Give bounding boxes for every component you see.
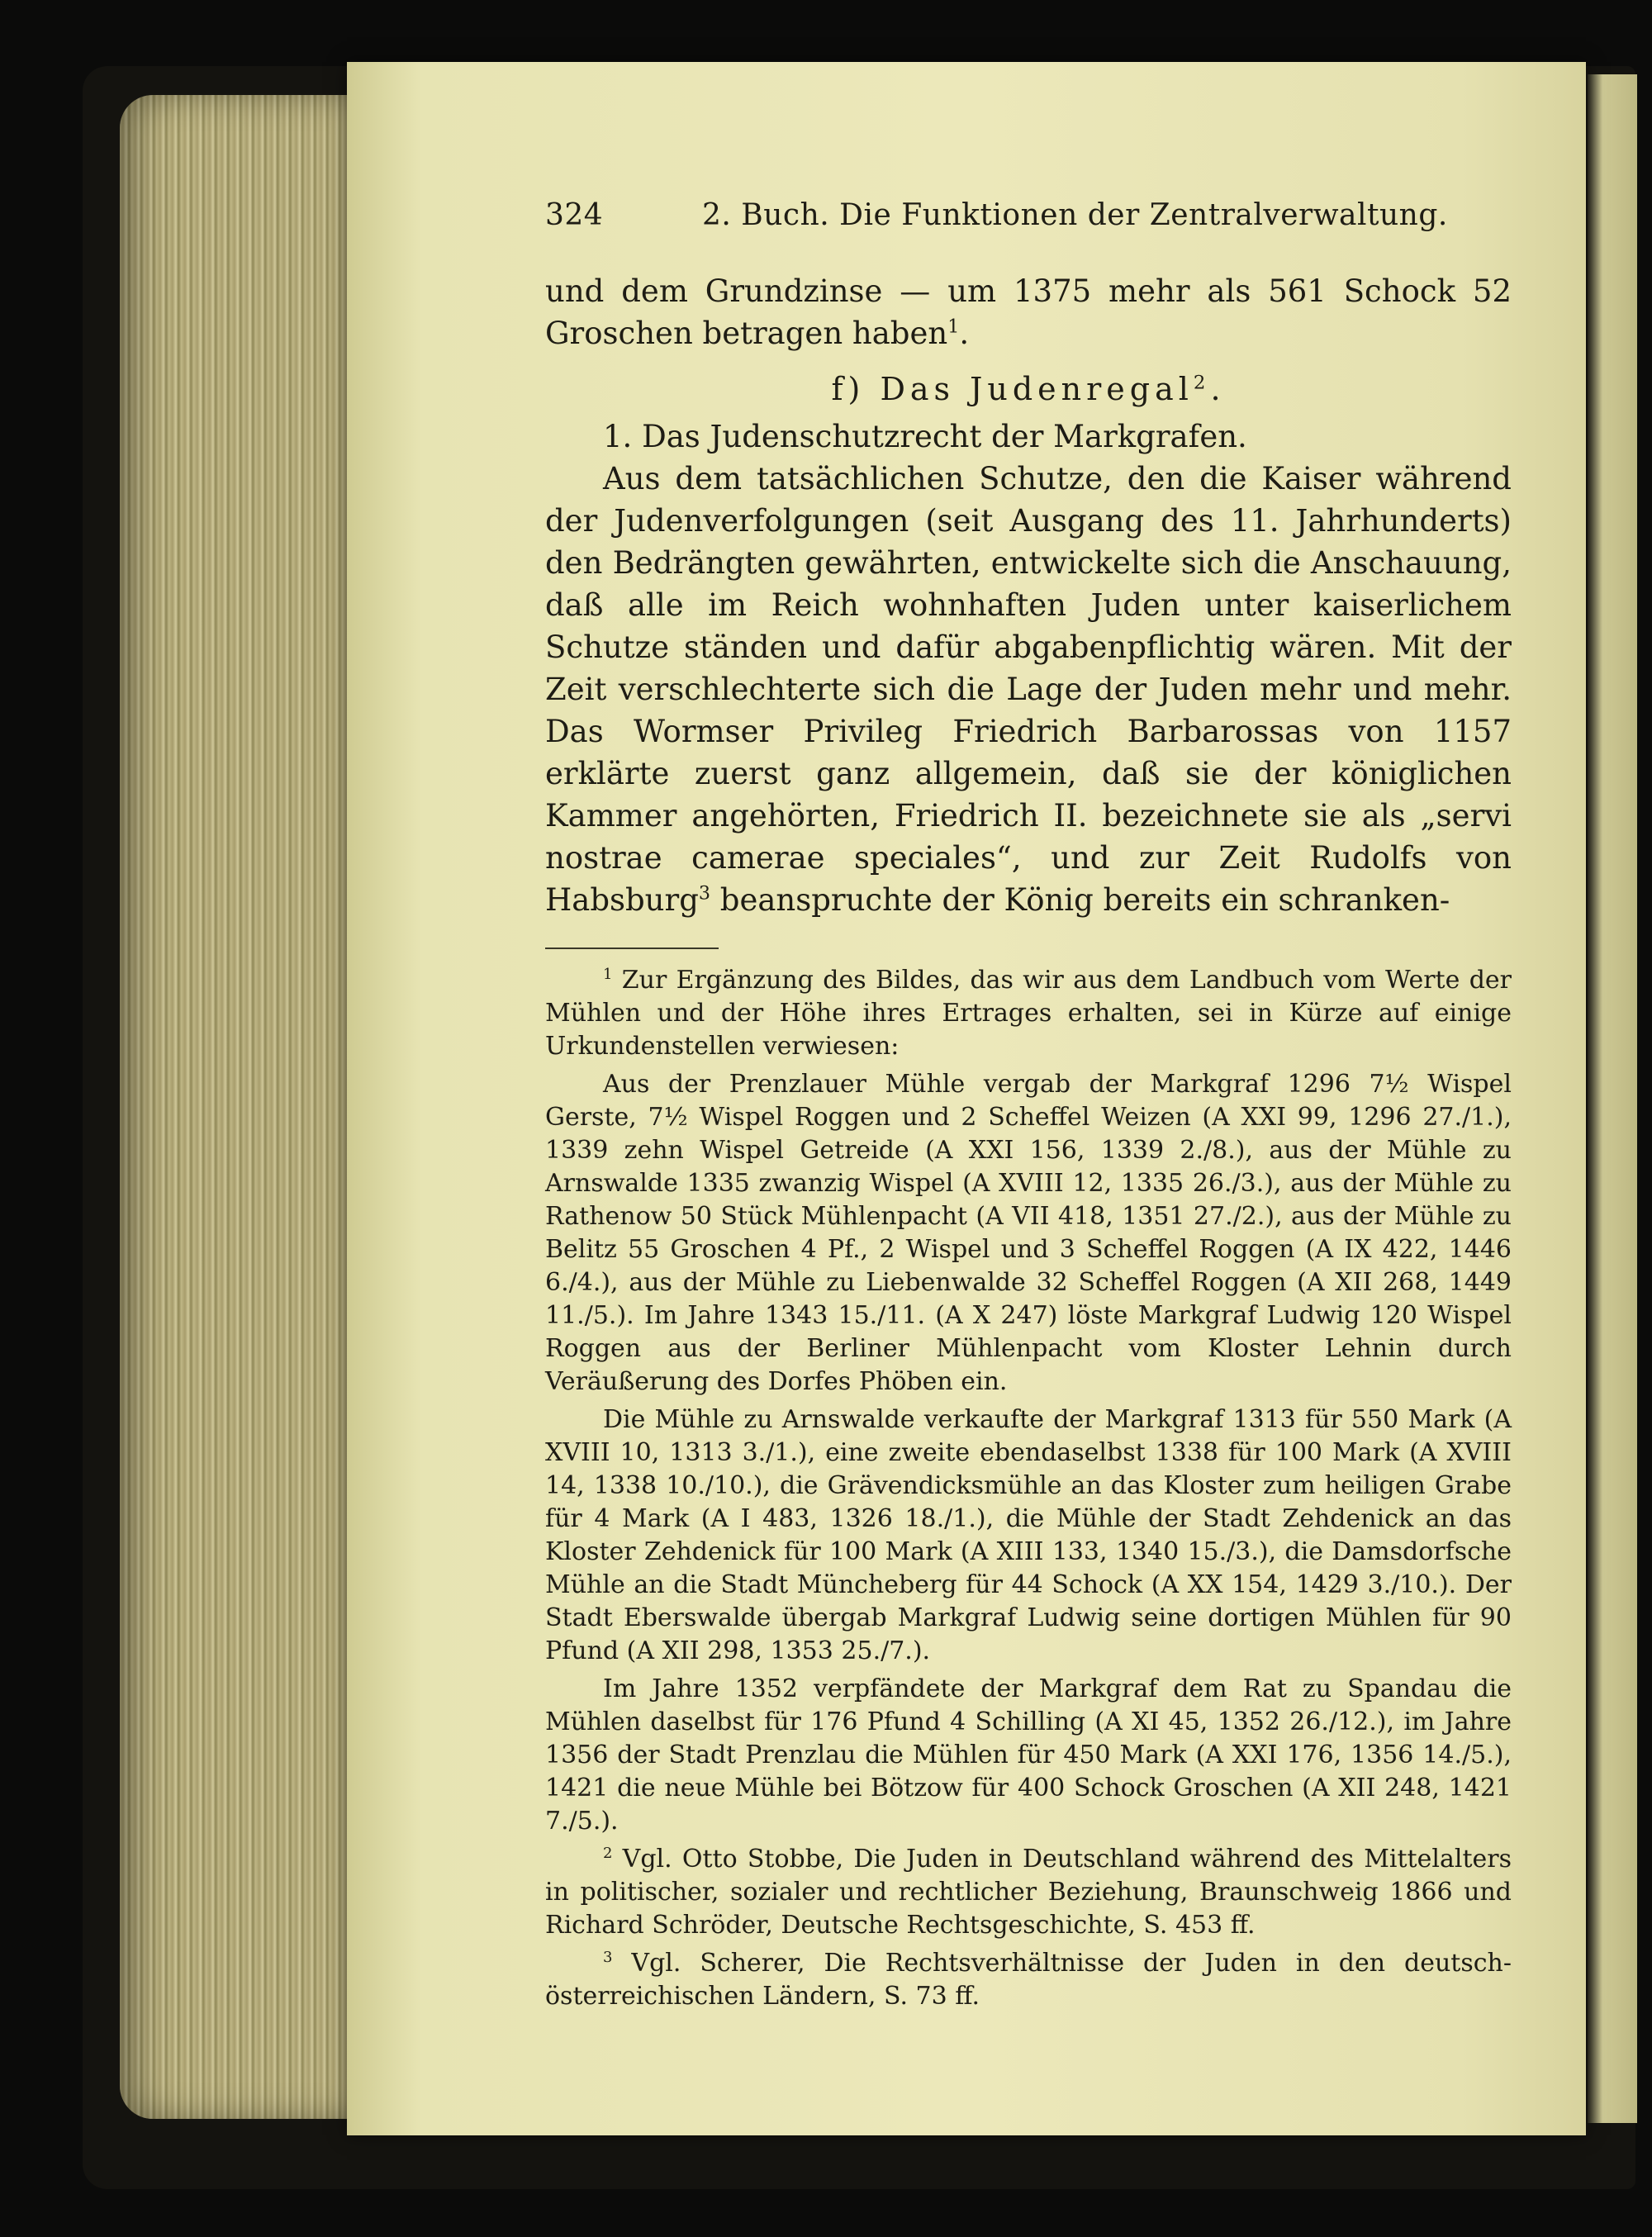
section-heading-text: f) Das Judenregal: [831, 371, 1194, 407]
footnote-ref-1: 1: [947, 316, 960, 338]
page-content: [545, 198, 1512, 2018]
footnotes: [545, 964, 1512, 2013]
footnote-1-paragraph-3: Im Jahre 1352 verpfändete der Markgraf dem Rat zu Spandau die Mühlen daselbst für 176 Pfund 4 Schilling (A XI 45, 1352 26./12.), im Jahre 1356 der Stadt Prenzlau die Mühlen für 450 Mark (A XXI 176, 1356 14./5.), 1421 die neue Mühle bei Bötzow für 400 Schock Groschen (A XII 248, 1421 7./5.).: [545, 1674, 1512, 1836]
footnote-1-paragraph-1: Aus der Prenzlauer Mühle vergab der Markgraf 1296 7½ Wispel Gerste, 7½ Wispel Roggen und 2 Scheffel Weizen (A XXI 99, 1296 27./1.), 1339 zehn Wispel Getreide (A XXI 156, 1339 2./8.), aus der Mühle zu Arnswalde 1335 zwanzig Wispel (A XVIII 12, 1335 26./3.), aus der Mühle zu Rathenow 50 Stück Mühlenpacht (A VII 418, 1351 27./2.), aus der Mühle zu Belitz 55 Groschen 4 Pf., 2 Wispel und 3 Scheffel Roggen (A IX 422, 1446 6./4.), aus der Mühle zu Liebenwalde 32 Scheffel Roggen (A XII 268, 1449 11./5.). Im Jahre 1343 15./11. (A X 247) löste Markgraf Ludwig 120 Wispel Roggen aus der Berliner Mühlenpacht vom Kloster Lehnin durch Veräußerung des Dorfes Phöben ein.: [545, 1070, 1512, 1396]
footnote-2-text: Vgl. Otto Stobbe, Die Juden in Deutschland während des Mittelalters in politischer, sozialer und rechtlicher Beziehung, Braunschweig 1866 und Richard Schröder, Deutsche Rechtsgeschichte, S. 453 ff.: [545, 1845, 1512, 1940]
footnote-1-intro: [545, 964, 1512, 1063]
footnote-1-paragraph-2: Die Mühle zu Arnswalde verkaufte der Markgraf 1313 für 550 Mark (A XVIII 10, 1313 3./1.), eine zweite ebendaselbst 1338 für 100 Mark (A XVIII 14, 1338 10./10.), die Grävendicksmühle an das Kloster zum heiligen Grabe für 4 Mark (A I 483, 1326 18./1.), die Mühle der Stadt Zehdenick an das Kloster Zehdenick für 100 Mark (A XIII 133, 1340 15./3.), die Damsdorfsche Mühle an die Stadt Müncheberg für 44 Schock (A XX 154, 1429 3./10.). Der Stadt Eberswalde übergab Markgraf Ludwig seine dortigen Mühlen für 90 Pfund (A XII 298, 1353 25./7.).: [545, 1405, 1512, 1665]
footnote-3-marker: 3: [603, 1949, 613, 1966]
footnote-rule: [545, 948, 719, 949]
next-page-edge: [1588, 74, 1637, 2123]
footnote-ref-3: 3: [698, 882, 711, 905]
footnote-3-text: Vgl. Scherer, Die Rechtsverhältnisse der Juden in den deutsch-österreichischen Ländern, S. 73 ff.: [545, 1949, 1512, 2011]
page-number: 324: [545, 198, 604, 232]
footnote-1-intro-text: Zur Ergänzung des Bildes, das wir aus dem Landbuch vom Werte der Mühlen und der Höhe ihres Ertrages erhalten, sei in Kürze auf einige Urkundenstellen verwiesen:: [545, 966, 1512, 1061]
footnote-3: [545, 1947, 1512, 2013]
footnote-ref-2: 2: [1193, 372, 1211, 394]
continued-paragraph-text: und dem Grundzinse — um 1375 mehr als 561 Schock 52 Groschen betragen haben: [545, 273, 1512, 351]
footnote-2: [545, 1843, 1512, 1942]
page-edges: [120, 95, 351, 2119]
footnote-2-marker: 2: [603, 1845, 613, 1862]
section-heading: [545, 366, 1512, 412]
footnote-1-marker: 1: [603, 966, 613, 983]
continued-paragraph-end: .: [959, 316, 970, 351]
main-paragraph: [545, 458, 1512, 921]
continued-paragraph: [545, 270, 1512, 354]
subheading: 1. Das Judenschutzrecht der Markgrafen.: [603, 419, 1247, 454]
section-heading-end: .: [1210, 371, 1226, 407]
main-paragraph-text-b: beanspruchte der König bereits ein schranken-: [710, 882, 1450, 918]
running-title: 2. Buch. Die Funktionen der Zentralverwaltung.: [702, 198, 1448, 232]
main-paragraph-text-a: Aus dem tatsächlichen Schutze, den die Kaiser während der Judenverfolgungen (seit Ausgang des 11. Jahrhunderts) den Bedrängten gewährten, entwickelte sich die Anschauung, daß alle im Reich wohnhaften Juden unter kaiserlichem Schutze ständen und dafür abgabenpflichtig wären. Mit der Zeit verschlechterte sich die Lage der Juden mehr und mehr. Das Wormser Privileg Friedrich Barbarossas von 1157 erklärte zuerst ganz allgemein, daß sie der königlichen Kammer angehörten, Friedrich II. bezeichnete sie als „servi nostrae camerae speciales“, und zur Zeit Rudolfs von Habsburg: [545, 461, 1512, 918]
running-head: [545, 198, 1512, 232]
